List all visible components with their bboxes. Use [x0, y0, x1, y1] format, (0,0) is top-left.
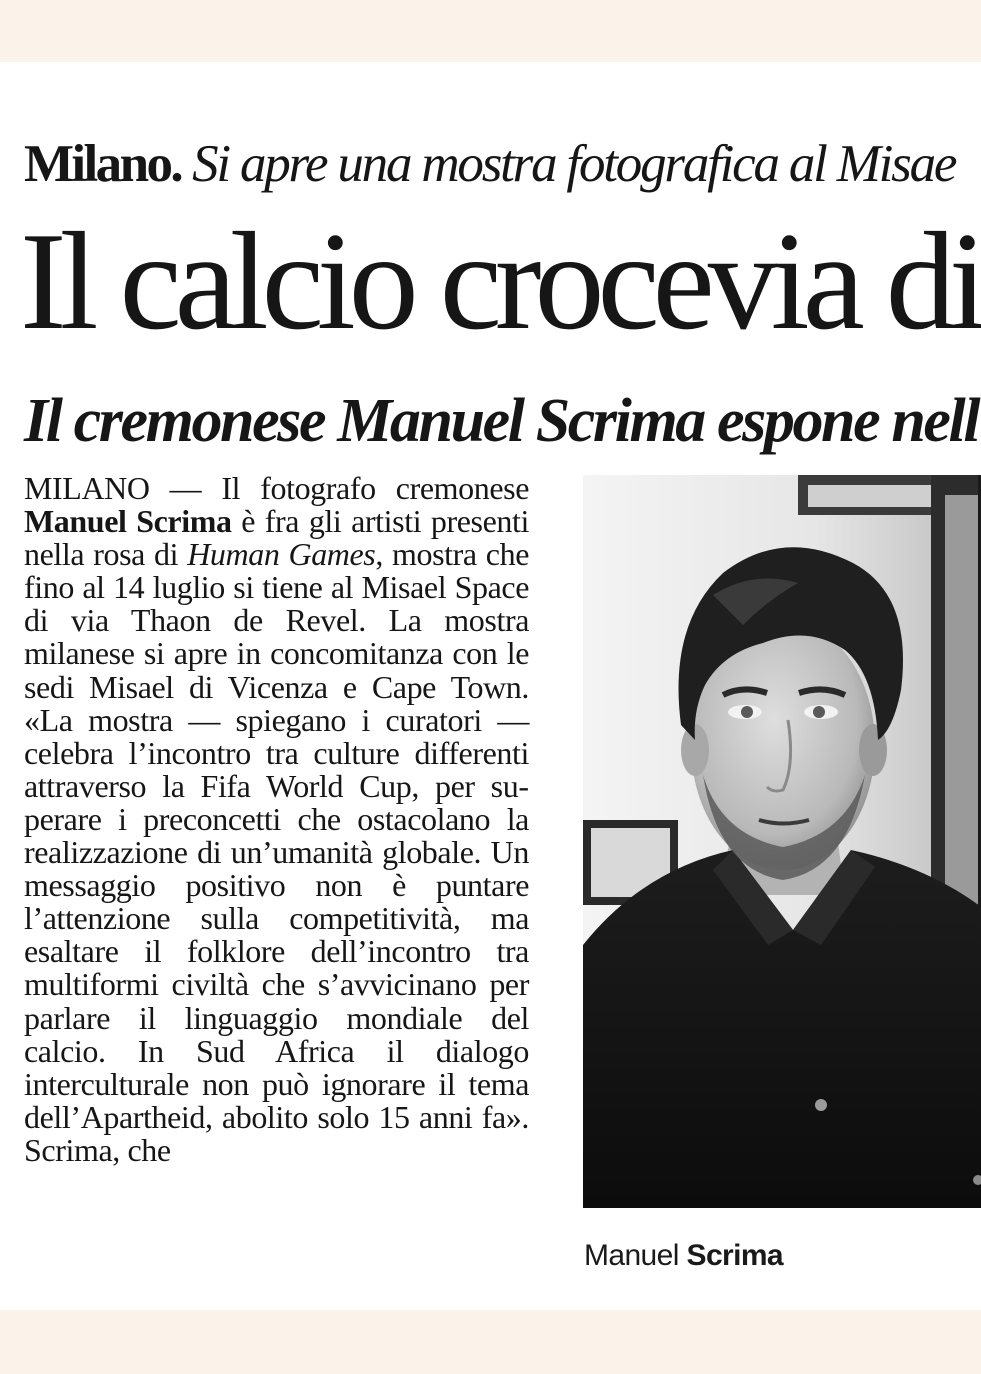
- portrait-photo-illustration: [583, 475, 981, 1208]
- caption-last-name: Scrima: [686, 1239, 784, 1272]
- caption-first-name: Manuel: [584, 1239, 679, 1272]
- kicker-text: Si apre una mostra fotografica al Misae: [192, 135, 956, 193]
- subheadline: Il cremonese Manuel Scrima espone nell: [24, 387, 979, 455]
- portrait-photo: [583, 475, 981, 1208]
- body-intro: MILANO — Il fotografo cremonese: [24, 470, 529, 506]
- body-part3: , mostra che fino al 14 luglio si tiene al Misael Space di via Thaon de Revel. La mostra milanese si apre in concomitanza con le sedi Misael di Vicenza e Cape Town. «La mostra — spiegano i curatori — celebra l’incontro tra culture differenti attraverso la Fifa World Cup, per superare i preconcetti che ostacolano la realizzazione di un’umanità globale. Un messaggio positivo non è puntare l’attenzione sulla competitività, ma esaltare il folklore dell’incontro tra multiformi civiltà che s’avvicinano per parlare il linguaggio mondiale del calcio. In Sud Africa il dialogo interculturale non può ignorare il tema dell’Apartheid, abolito solo 15 anni fa». Scrima, che: [24, 536, 530, 1168]
- kicker: [24, 134, 955, 194]
- kicker-city: Milano.: [24, 135, 182, 193]
- exhibition-title: Human Games: [187, 536, 376, 573]
- article-body: [24, 472, 529, 1167]
- body-part2: è fra gli artisti presenti nella rosa di: [24, 503, 529, 573]
- newspaper-page: [0, 62, 981, 1310]
- photo-caption: [584, 1238, 783, 1274]
- body-name: Manuel Scrima: [24, 503, 232, 540]
- headline: Il calcio crocevia di: [20, 204, 981, 359]
